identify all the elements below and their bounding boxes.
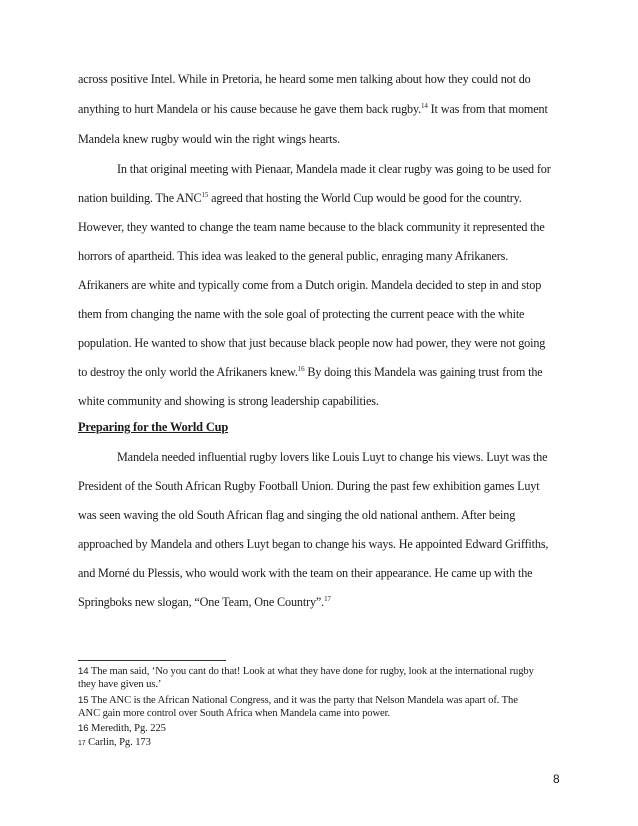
body-line: Mandela needed influential rugby lovers like Louis Luyt to change his views. Luyt was the [117, 450, 548, 464]
body-line: In that original meeting with Pienaar, Mandela made it clear rugby was going to be used for [117, 162, 551, 176]
footnote-17: 17 Carlin, Pg. 173 [78, 737, 151, 748]
body-line: and Morné du Plessis, who would work with the team on their appearance. He came up with the [78, 566, 533, 580]
footnote-ref[interactable]: 15 [201, 191, 209, 199]
body-line: nation building. The ANC$^{15}$ agreed that hosting the World Cup would be good for the country. [78, 191, 522, 205]
body-line: population. He wanted to show that just because black people now had power, they were not going [78, 336, 546, 350]
body-line: white community and showing is strong leadership capabilities. [78, 394, 379, 408]
footnote-16: 16 Meredith, Pg. 225 [78, 723, 166, 734]
footnote-number: 16 [78, 723, 89, 734]
body-line: across positive Intel. While in Pretoria, he heard some men talking about how they could not do [78, 72, 531, 86]
body-line: them from changing the name with the sole goal of protecting the current peace with the white [78, 307, 525, 321]
footnote-ref[interactable]: 17 [324, 595, 331, 603]
body-line: Springboks new slogan, “One Team, One Country”.$^{17}$ [78, 595, 331, 609]
footnote-separator [78, 660, 226, 661]
footnote-number: 15 [78, 695, 89, 706]
footnote-number: 14 [78, 666, 89, 677]
footnote-14: 14 The man said, ‘No you cant do that! Look at what they have done for rugby, look at the international rugby [78, 666, 534, 677]
footnote-ref[interactable]: 14 [421, 102, 428, 110]
body-line: Mandela knew rugby would win the right wings hearts. [78, 132, 340, 146]
footnote-15-cont: ANC gain more control over South Africa when Mandela came into power. [78, 708, 391, 719]
body-line: to destroy the only world the Afrikaners knew.$^{16}$ By doing this Mandela was gaining trust from the [78, 365, 543, 379]
body-line: approached by Mandela and others Luyt began to change his ways. He appointed Edward Griffiths, [78, 537, 549, 551]
section-heading: Preparing for the World Cup [78, 420, 229, 434]
body-line: was seen waving the old South African flag and singing the old national anthem. After being [78, 508, 516, 522]
footnote-14-cont: they have given us.’ [78, 679, 162, 690]
body-line: horrors of apartheid. This idea was leaked to the general public, enraging many Afrikaners. [78, 249, 509, 263]
body-line: Afrikaners are white and typically come from a Dutch origin. Mandela decided to step in and stop [78, 278, 542, 292]
body-line: However, they wanted to change the team name because to the black community it represented the [78, 220, 545, 234]
page-number: 8 [553, 772, 560, 786]
body-line: President of the South African Rugby Football Union. During the past few exhibition games Luyt [78, 479, 540, 493]
footnote-15: 15 The ANC is the African National Congress, and it was the party that Nelson Mandela was apart of. The [78, 695, 518, 706]
footnote-ref[interactable]: 16 [297, 365, 305, 373]
body-line: anything to hurt Mandela or his cause because he gave them back rugby.$^{14}$ It was from that moment [78, 102, 548, 116]
footnote-number: 17 [78, 740, 86, 747]
